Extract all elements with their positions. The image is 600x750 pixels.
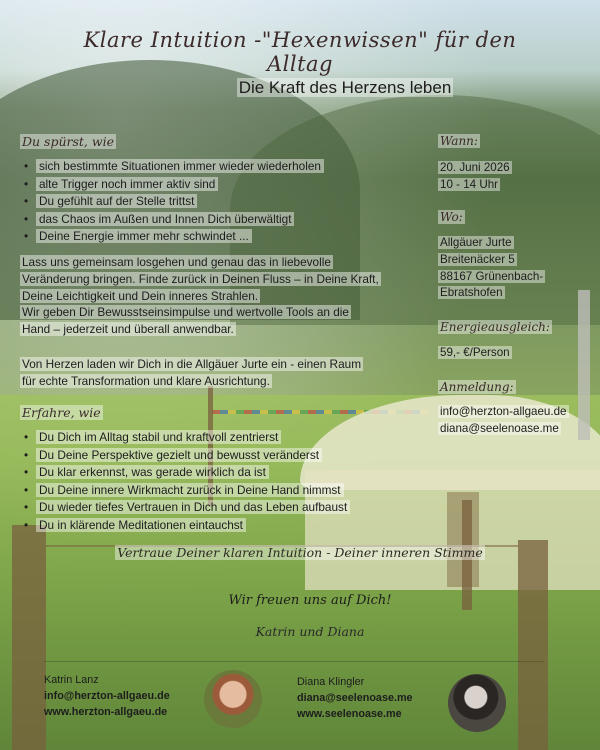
greeting: Wir freuen uns auf Dich! <box>228 593 392 608</box>
date-label: Wann: <box>440 134 478 148</box>
yurt-chimney <box>578 290 590 440</box>
signup-email-link[interactable]: info@herzton-allgaeu.de <box>440 405 567 418</box>
motto: Vertraue Deiner klaren Intuition - Deiner inneren Stimme <box>117 545 483 560</box>
list-item: • Du klar erkennst, was gerade wirklich da ist <box>20 464 350 482</box>
list-item: • Du in klärende Meditationen eintauchst <box>20 517 350 535</box>
location-label: Wo: <box>440 210 463 224</box>
contact-website-link[interactable]: www.seelenoase.me <box>297 708 402 720</box>
contact-email-link[interactable]: info@herzton-allgaeu.de <box>44 690 170 702</box>
list-item: • Du gefühlt auf der Stelle trittst <box>20 193 324 211</box>
fence-post <box>12 525 46 750</box>
list-item: • Du wieder tiefes Vertrauen in Dich und das Leben aufbaust <box>20 499 350 517</box>
experience-bullet-list <box>20 429 350 535</box>
signup-label: Anmeldung: <box>440 380 514 394</box>
flyer-title: Klare Intuition -"Hexenwissen" für den Alltag <box>83 28 517 76</box>
list-item: • Du Deine Perspektive gezielt und bewusst veränderst <box>20 447 350 465</box>
avatar <box>448 674 506 732</box>
signers: Katrin und Diana <box>255 624 365 639</box>
list-item: • Du Dich im Alltag stabil und kraftvoll zentrierst <box>20 429 350 447</box>
list-item: • Deine Energie immer mehr schwindet ... <box>20 228 324 246</box>
signup-emails <box>438 404 569 438</box>
list-item: • alte Trigger noch immer aktiv sind <box>20 176 324 194</box>
event-address: Allgäuer Jurte Breitenäcker 5 88167 Grünenbach- Ebratshofen <box>440 236 544 300</box>
event-fee: 59,- €/Person <box>440 346 510 359</box>
list-item: • das Chaos im Außen und Innen Dich überwältigt <box>20 211 324 229</box>
avatar <box>204 670 262 728</box>
fence-post <box>518 540 548 750</box>
contact-diana <box>297 674 413 722</box>
list-item: • sich bestimmte Situationen immer wieder wiederholen <box>20 158 324 176</box>
list-item: • Du Deine innere Wirkmacht zurück in Deine Hand nimmst <box>20 482 350 500</box>
contact-katrin <box>44 672 170 720</box>
fee-label: Energieausgleich: <box>440 320 550 334</box>
intro-bullet-list <box>20 158 324 246</box>
contact-name: Diana Klingler <box>297 676 365 688</box>
event-date-time: 20. Juni 2026 10 - 14 Uhr <box>440 161 510 191</box>
flyer-subtitle: Die Kraft des Herzens leben <box>238 78 452 97</box>
contact-website-link[interactable]: www.herzton-allgaeu.de <box>44 706 168 718</box>
signup-email-link[interactable]: diana@seelenoase.me <box>440 421 559 435</box>
experience-label: Erfahre, wie <box>22 405 101 420</box>
intro-label: Du spürst, wie <box>22 134 114 149</box>
contact-name: Katrin Lanz <box>44 674 99 686</box>
invitation-paragraph: Lass uns gemeinsam losgehen und genau das in liebevolle Veränderung bringen. Finde zurück in Deinen Fluss – in Deine Kraft, Deine Leichtigkeit und Dein inneres Strahlen. Wir geben Dir Bewusstseinsimpulse und wertvolle Tools an die Hand – jederzeit und überall anwendbar. <box>22 255 379 337</box>
contact-email-link[interactable]: diana@seelenoase.me <box>297 692 413 704</box>
footer-divider <box>44 661 544 662</box>
venue-paragraph: Von Herzen laden wir Dich in die Allgäuer Jurte ein - einen Raum für echte Transformation und klare Ausrichtung. <box>22 357 362 388</box>
